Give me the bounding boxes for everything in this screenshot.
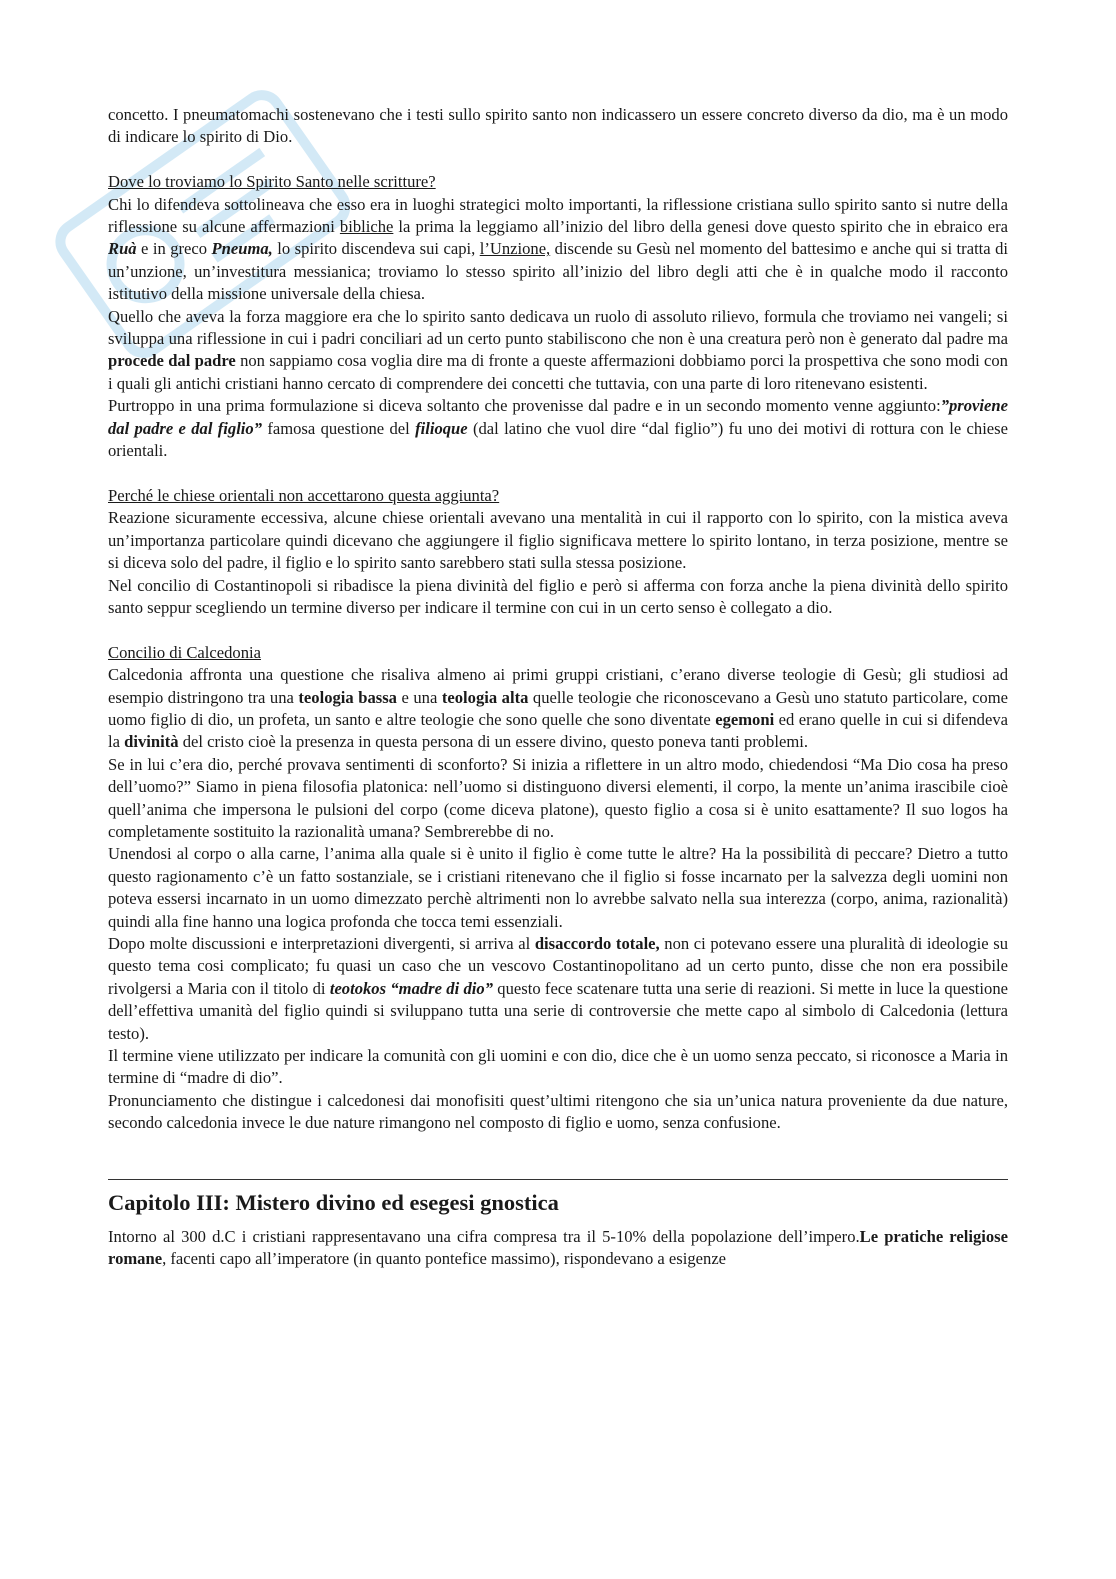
paragraph-text: Reazione sicuramente eccessiva, alcune chiese orientali avevano una mentalità in cui il rapporto con lo spirito, con la mistica aveva un’importanza particolare quindi dicevano che aggiungere il figlio significava mettere lo spirito lontano, in terza posizione, mentre se si diceva solo del padre, il figlio e lo spirito santo sarebbero stati sulla stessa posizione.: [108, 508, 1008, 573]
paragraph: [108, 664, 1008, 754]
section-heading: Perché le chiese orientali non accettarono questa aggiunta?: [108, 485, 500, 505]
paragraph-text: del cristo cioè la presenza in questa persona di un essere divino, questo poneva tanti problemi.: [178, 732, 808, 752]
paragraph-text: Calcedonia affronta una questione che risaliva almeno ai primi gruppi cristiani, c’erano diverse teologie di Gesù; gli studiosi ad esempio distringono tra una: [108, 665, 1008, 707]
bold-italic-term: teotokos “madre di dio”: [329, 978, 493, 998]
paragraph-text: , facenti capo all’imperatore (in quanto pontefice massimo), rispondevano a esigenze: [162, 1249, 727, 1269]
paragraph: [108, 306, 1008, 396]
bold-term: teologia bassa: [298, 687, 397, 707]
paragraph-text: la prima la leggiamo all’inizio del libro della genesi dove questo spirito che in ebraico era: [393, 217, 1008, 237]
paragraph: [108, 1090, 1008, 1135]
paragraph-text: Se in lui c’era dio, perché provava sentimenti di sconforto? Si inizia a riflettere in un altro modo, chiedendosi “Ma Dio cosa ha preso dell’uomo?” Siamo in piena filosofia platonica: nell’uomo si distinguono diversi elementi, il corpo, la mente un’anima irascibile cioè quell’anima che impersona le pulsioni del corpo (come diceva platone), questo figlio a cosa si è unito esattamente? Il suo logos ha completamente sostituito la razionalità umana? Sembrerebbe di no.: [108, 754, 1008, 841]
paragraph-text: non sappiamo cosa voglia dire ma di fronte a queste affermazioni dobbiamo porci la prospettiva che sono modi con i quali gli antichi cristiani hanno cercato di comprendere dei concetti che tuttavia, con una parte di loro ritenevano esistenti.: [108, 351, 1008, 393]
paragraph-text: discende su Gesù nel momento del battesimo e anche qui si tratta di un’unzione, un’investitura messianica; troviamo lo stesso spirito all’inizio del libro degli atti che è in qualche modo il racconto istitutivo della missione universale della chiesa.: [108, 239, 1009, 304]
paragraph-text: lo spirito discendeva sui capi,: [272, 239, 480, 259]
paragraph-text: Purtroppo in una prima formulazione si diceva soltanto che provenisse dal padre e in un secondo momento venne aggiunto:: [108, 396, 941, 416]
bold-term: disaccordo totale,: [534, 933, 660, 953]
paragraph-text: famosa questione del: [262, 418, 416, 438]
paragraph: [108, 395, 1008, 462]
bold-term: divinità: [124, 732, 179, 752]
paragraph-text: Unendosi al corpo o alla carne, l’anima alla quale si è unito il figlio è come tutte le altre? Ha la possibilità di peccare? Dietro a tutto questo ragionamento c’è un fatto sostanziale, se i cristiani ritenevano che il figlio si fosse incarnato per la salvezza degli uomini non poteva essersi incarnato in un uomo dimezzato perchè altrimenti non lo avrebbe salvato nella sua interezza (corpo, anima, razionalità) quindi alla fine hanno una logica profonda che tocca temi essenziali.: [108, 844, 1008, 931]
bold-italic-term: filioque: [415, 418, 468, 438]
underlined-text: l’Unzione,: [479, 239, 551, 259]
paragraph: [108, 575, 1008, 620]
paragraph-text: (dal latino che vuol dire “dal figlio”) fu uno dei motivi di rottura con le chiese orientali.: [108, 418, 1008, 461]
paragraph: [108, 1045, 1008, 1090]
paragraph-text: Quello che aveva la forza maggiore era che lo spirito santo dedicava un ruolo di assoluto rilievo, formula che troviamo nei vangeli; si sviluppa una riflessione in cui i padri conciliari ad un certo punto stabiliscono che non è una creatura però non è generato dal padre ma: [108, 306, 1008, 349]
bold-italic-term: Pneuma,: [211, 239, 273, 259]
bold-term: Le pratiche religiose romane: [108, 1227, 1008, 1269]
paragraph-text: Il termine viene utilizzato per indicare la comunità con gli uomini e con dio, dice che è un uomo senza peccato, si riconosce a Maria in termine di “madre di dio”.: [108, 1046, 1008, 1088]
chapter-title: Capitolo III: Mistero divino ed esegesi gnostica: [108, 1190, 559, 1216]
section-divider: [108, 1179, 1008, 1180]
bold-italic-term: ”proviene dal padre e dal figlio”: [108, 396, 1008, 438]
paragraph-text: questo fece scatenare tutta una serie di reazioni. Si mette in luce la questione dell’effettiva umanità del figlio quindi si sviluppano tutta una serie di controversie che mette capo al simbolo di Calcedonia (lettura testo).: [108, 978, 1008, 1043]
paragraph-text: non ci potevano essere una pluralità di ideologie su questo tema cosi complicato; fu quasi un caso che un vescovo Costantinopolitano ad un certo punto, disse che non era possibile rivolgersi a Maria con il titolo di: [108, 933, 1008, 998]
section-heading: Concilio di Calcedonia: [108, 642, 261, 662]
paragraph-text: Chi lo difendeva sottolineava che esso era in luoghi strategici molto importanti, la riflessione cristiana sullo spirito santo si nutre della riflessione su alcune affermazioni: [108, 194, 1008, 237]
underlined-text: bibliche: [339, 217, 394, 237]
bold-italic-term: Ruà: [108, 239, 137, 259]
paragraph-text: Nel concilio di Costantinopoli si ribadisce la piena divinità del figlio e però si afferma con forza anche la piena divinità dello spirito santo seppur scegliendo un termine diverso per indicare il termine con cui in un certo senso è collegato a dio.: [108, 575, 1008, 617]
paragraph-text: Intorno al 300 d.C i cristiani rappresentavano una cifra compresa tra il 5-10% della popolazione dell’impero.: [108, 1227, 860, 1247]
document-page: [108, 104, 1008, 1271]
paragraph-text: e in greco: [136, 239, 212, 259]
paragraph: [108, 843, 1008, 933]
bold-term: procede dal padre: [108, 351, 236, 371]
paragraph-text: Pronunciamento che distingue i calcedonesi dai monofisiti quest’ultimi ritengono che sia un’unica natura proveniente da due nature, secondo calcedonia invece le due nature rimangono nel composto di figlio e uomo, senza confusione.: [108, 1090, 1008, 1133]
bold-term: teologia alta: [441, 687, 529, 707]
paragraph-text: e una: [396, 687, 442, 707]
paragraph: [108, 754, 1008, 844]
paragraph: [108, 507, 1008, 574]
paragraph: [108, 104, 1008, 149]
paragraph-text: ed erano quelle in cui si difendeva la: [108, 709, 1008, 752]
bold-term: egemoni: [715, 709, 775, 729]
paragraph-text: quelle teologie che riconoscevano a Gesù uno statuto particolare, come uomo figlio di dio, un profeta, un santo e altre teologie che sono quelle che sono diventate: [108, 687, 1009, 729]
paragraph-text: concetto. I pneumatomachi sostenevano che i testi sullo spirito santo non indicassero un essere concreto diverso da dio, ma è un modo di indicare lo spirito di Dio.: [108, 105, 1008, 147]
paragraph: [108, 933, 1008, 1045]
paragraph: [108, 1226, 1008, 1271]
paragraph-text: Dopo molte discussioni e interpretazioni divergenti, si arriva al: [108, 933, 535, 953]
paragraph: [108, 194, 1008, 306]
section-heading: Dove lo troviamo lo Spirito Santo nelle scritture?: [108, 172, 436, 192]
